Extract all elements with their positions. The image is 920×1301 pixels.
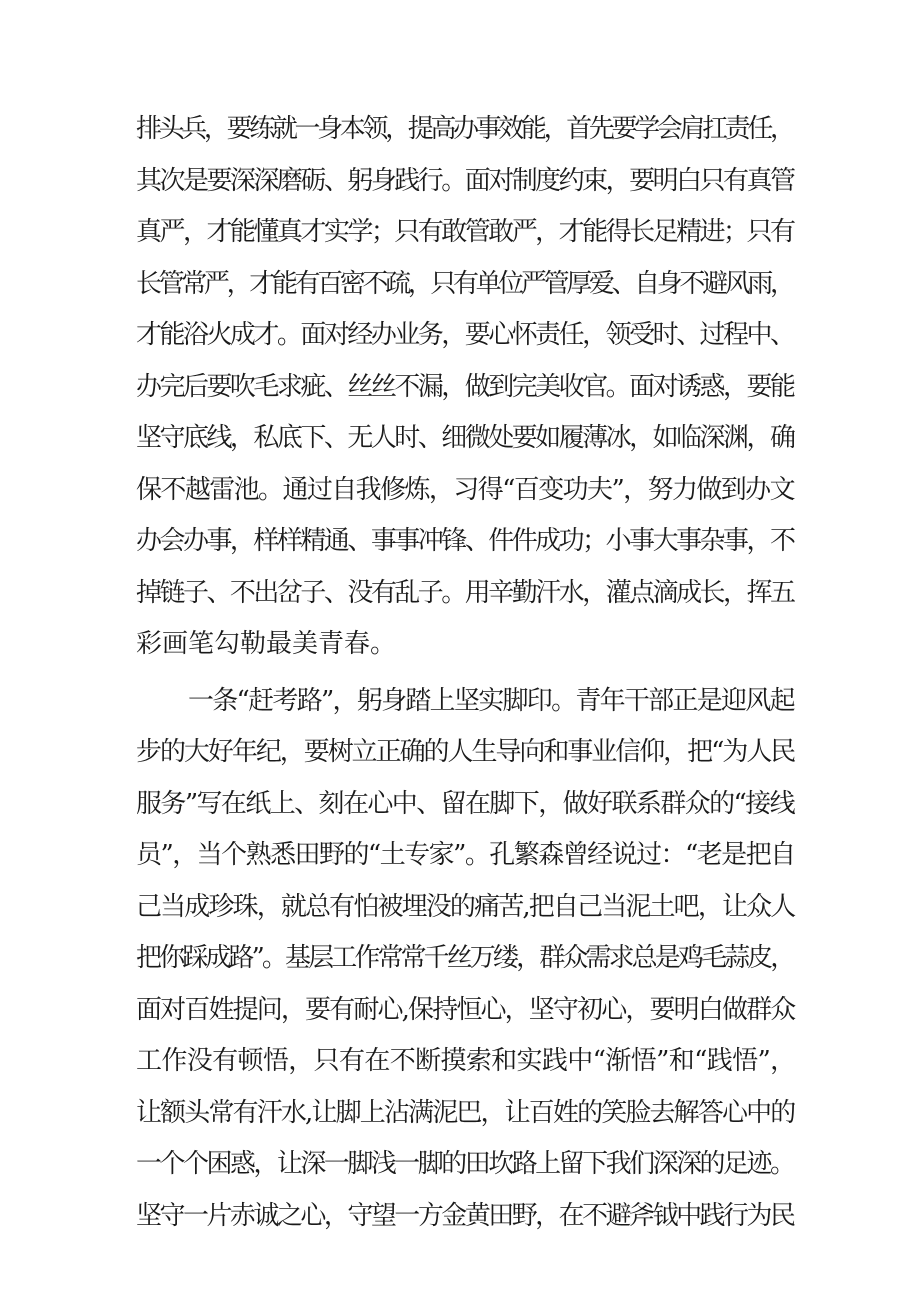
document-body <box>136 104 796 1242</box>
paragraph-line: 才能浴火成才。面对经办业务，要心怀责任，领受时、过程中、 <box>136 320 794 350</box>
paragraph-line: 保不越雷池。通过自我修炼，习得“百变功夫”，努力做到办文 <box>136 474 794 505</box>
paragraph-line: 己当成珍珠，就总有怕被埋没的痛苦,把自己当泥土吧，让众人 <box>136 891 795 922</box>
paragraph-line: 面对百姓提问，要有耐心,保持恒心，坚守初心，要明白做群众 <box>136 994 795 1025</box>
paragraph-line: 真严，才能懂真才实学；只有敢管敢严，才能得长足精进；只有 <box>136 217 794 247</box>
paragraph-line: 步的大好年纪，要树立正确的人生导向和事业信仰，把“为人民 <box>136 737 795 767</box>
paragraph-line: 坚守底线，私底下、无人时、细微处要如履薄冰，如临深渊，确 <box>136 423 794 453</box>
paragraph-line: 办完后要吹毛求疵、丝丝不漏，做到完美收官。面对诱惑，要能 <box>136 371 794 402</box>
paragraph-first-line: 一条“赶考路”，躬身踏上坚实脚印。青年干部正是迎风起 <box>188 685 794 716</box>
paragraph-line: 彩画笔勾勒最美青春。 <box>136 629 397 659</box>
paragraph-line: 把你踩成路”。基层工作常常千丝万缕，群众需求总是鸡毛蒜皮， <box>136 943 794 973</box>
paragraph-line: 长管常严，才能有百密不疏，只有单位严管厚爱、自身不避风雨， <box>136 268 793 299</box>
paragraph-line: 工作没有顿悟，只有在不断摸索和实践中“渐悟”和“践悟”， <box>136 1046 796 1076</box>
paragraph-1 <box>136 104 796 671</box>
paragraph-line: 掉链子、不出岔子、没有乱子。用辛勤汗水，灌点滴成长，挥五 <box>136 577 794 608</box>
paragraph-2 <box>136 676 796 1243</box>
paragraph-line: 让额头常有汗水,让脚上沾满泥巴，让百姓的笑脸去解答心中的 <box>136 1097 795 1128</box>
paragraph-line: 排头兵，要练就一身本领，提高办事效能，首先要学会肩扛责任， <box>136 114 793 144</box>
paragraph-line: 坚守一片赤诚之心，守望一方金黄田野，在不避斧钺中践行为民 <box>136 1200 794 1231</box>
paragraph-line: 员”，当个熟悉田野的“土专家”。孔繁森曾经说过：“老是把自 <box>136 840 795 870</box>
paragraph-line: 其次是要深深磨砺、躬身践行。面对制度约束，要明白只有真管 <box>136 165 794 196</box>
paragraph-line: 办会办事，样样精通、事事冲锋、件件成功；小事大事杂事，不 <box>136 526 794 556</box>
paragraph-line: 服务”写在纸上、刻在心中、留在脚下，做好联系群众的“接线 <box>136 788 794 819</box>
paragraph-line: 一个个困惑，让深一脚浅一脚的田坎路上留下我们深深的足迹。 <box>136 1149 794 1179</box>
